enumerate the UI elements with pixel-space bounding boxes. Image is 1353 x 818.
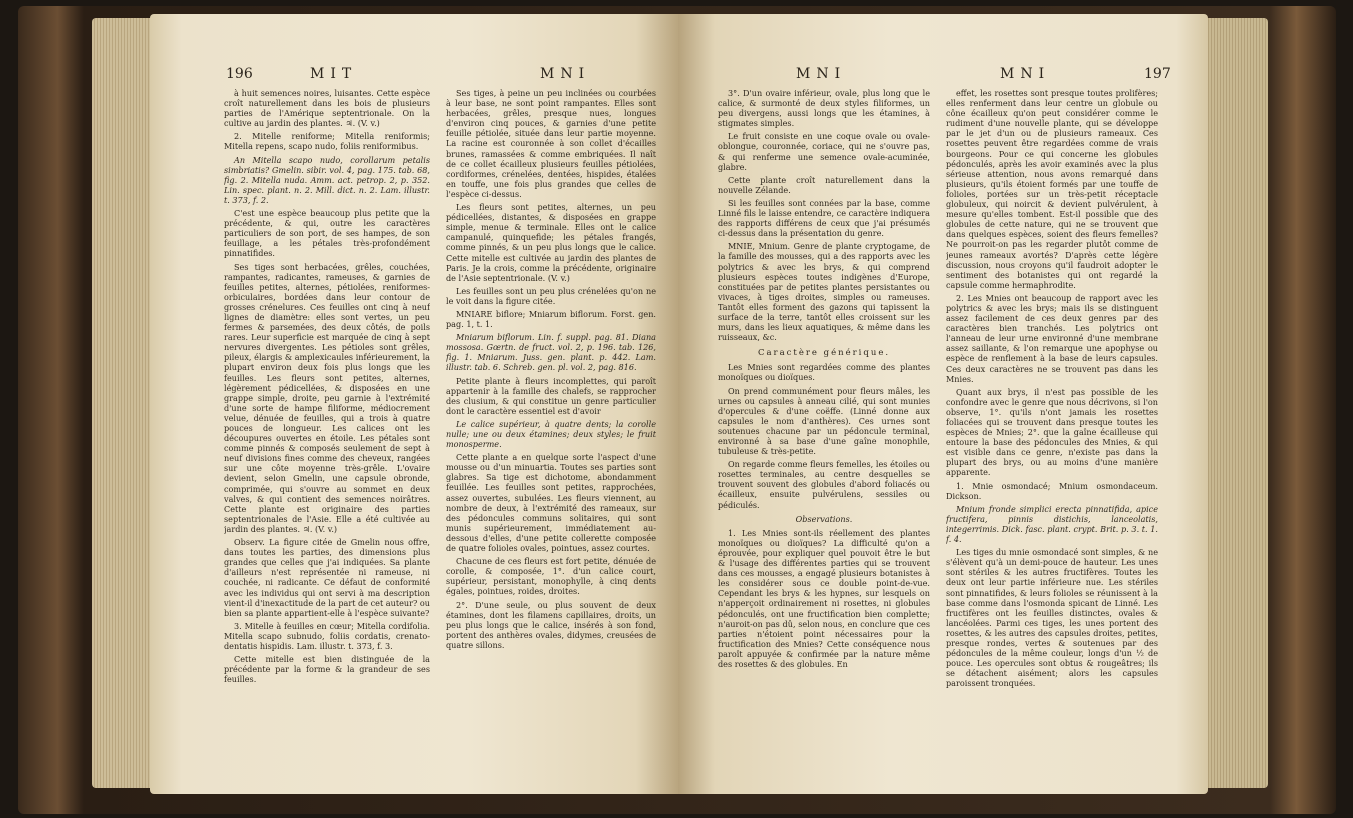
paragraph: Le calice supérieur, à quatre dents; la corolle nulle; une ou deux étamines; deux styles; le fruit monosperme. (446, 418, 656, 450)
right-page-edges (1206, 18, 1268, 788)
section-heading: Caractère générique. (757, 348, 891, 359)
paragraph: An Mitella scapo nudo, corollarum petalis simbriatis? Gmelin. sibir. vol. 4, pag. 175. tab. 68, fig. 2. Mitella nuda. Amm. act. petrop. 2, p. 352. Lin. spec. plant. n. 2. Mill. dict. n. 2. Lam. illustr. t. 373, f. 2. (224, 154, 430, 205)
paragraph: 3°. D'un ovaire inférieur, ovale, plus long que le calice, & surmonté de deux styles filiformes, un peu divergens, aussi longs que les étamines, à stigmates simples. (718, 88, 930, 129)
paragraph: Quant aux brys, il n'est pas possible de les confondre avec le genre que nous décrivons, si l'on observe, 1°. qu'ils n'ont jamais les rosettes foliacées qui se trouvent dans presque toutes les espèces de Mnies; 2°. que la gaîne écailleuse qui entoure la base des pédoncules des Mnies, & qui est visible dans ce genre, n'existe pas dans la plupart des brys, ou au moins d'une manière apparente. (946, 386, 1158, 478)
paragraph: Le fruit consiste en une coque ovale ou ovale-oblongue, couronnée, coriace, qui ne s'ouvre pas, & qui renferme une semence ovale-acuminée, glabre. (718, 131, 930, 172)
paragraph: Ses tiges sont herbacées, grêles, couchées, rampantes, radicantes, rameuses, & garnies de feuilles petites, alternes, pétiolées, reniformes-orbiculaires, bordées dans leur contour de grosses crénelures. Ces feuilles ont cinq à neuf lignes de diamètre: elles sont vertes, un peu fermes & parsemées, des deux côtés, de poils rares. Leur superficie est marquée de cinq à sept nervures divergentes. Les pétioles sont grêles, pileux, élargis & amplexicaules inférieurement, la plupart environ deux fois plus longs que les feuilles. Les fleurs sont petites, alternes, légèrement pédicellées, & disposées en une grappe simple, droite, peu garnie à l'extrémité d'une sorte de hampe filiforme, médiocrement velue, dénuée de feuilles, qui a trois à quatre pouces de longueur. Les calices ont les découpures ouvertes en étoile. Les pétales sont comme pinnés & composés seulement de sept à neuf divisions fines comme des cheveux, rangées sur une côte moyenne très-grêle. L'ovaire devient, selon Gmelin, une capsule obronde, comprimée, qui s'ouvre au sommet en deux valves, & qui contient des semences noirâtres. Cette plante est originaire des parties septentrionales de l'Asie. Elle a été cultivée au jardin des plantes. ♃. (V. v.) (224, 261, 430, 534)
right-page-number: 197 (1144, 66, 1171, 82)
left-page (150, 14, 678, 794)
right-page (678, 14, 1208, 794)
paragraph: Ses tiges, à peine un peu inclinées ou courbées à leur base, ne sont point rampantes. Elles sont herbacées, grêles, presque nues, longues d'environ cinq pouces, & garnies d'une petite feuille pétiolée, située dans leur partie moyenne. La racine est couronnée à son collet d'écailles brunes, ramassées & comme embriquées. Il naît de ce collet écailleux plusieurs feuilles pétiolées, cordiformes, crénelées, dentées, hispides, étalées en touffe, une fois plus grandes que celles de l'espèce ci-dessus. (446, 88, 656, 199)
right-header-right: MNI (1000, 66, 1051, 82)
left-header-left: MIT (310, 66, 358, 82)
paragraph: Cette plante a en quelque sorte l'aspect d'une mousse ou d'un minuartia. Toutes ses parties sont glabres. Sa tige est dichotome, abondamment feuillée. Les feuilles sont petites, rapprochées, assez ouvertes, subulées. Les fleurs viennent, au nombre de deux, à l'extrémité des rameaux, sur des pédoncules communs solitaires, qui sont munis supérieurement, immédiatement au-dessous d'elles, d'une petite collerette composée de quatre folioles ovales, pointues, assez courtes. (446, 452, 656, 554)
paragraph: Si les feuilles sont connées par la base, comme Linné fils le laisse entendre, ce caractère indiquera des rapports différens de ceux que j'ai présumés ci-dessus dans la présentation du genre. (718, 197, 930, 239)
left-header-right: MNI (540, 66, 591, 82)
paragraph: Chacune de ces fleurs est fort petite, dénuée de corolle, & composée, 1°. d'un calice court, supérieur, persistant, monophylle, à cinq dents égales, pointues, roides, droites. (446, 556, 656, 597)
paragraph: Petite plante à fleurs incomplettes, qui paroît appartenir à la famille des chalefs, se rapprocher des clusium, & qui constitue un genre particulier dont le caractère essentiel est d'avoir (446, 375, 656, 416)
paragraph: On prend communément pour fleurs mâles, les urnes ou capsules à anneau cilié, qui sont munies d'opercules & d'une coëffe. (Linné donne aux capsules le nom d'anthères). Ces urnes sont soutenues chacune par un pédoncule terminal, environné à sa base d'une gaîne monophile, tubuleuse & très-petite. (718, 385, 930, 457)
right-column-1 (718, 88, 930, 782)
paragraph: Les Mnies sont regardées comme des plantes monoïques ou dioïques. (718, 362, 930, 383)
paragraph: Cette plante croît naturellement dans la nouvelle Zélande. (718, 174, 930, 195)
paragraph: C'est une espèce beaucoup plus petite que la précédente, & qui, outre les caractères particuliers de son port, de ses hampes, de son feuillage, a les pétales très-profondément pinnatifides. (224, 208, 430, 259)
paragraph: Les feuilles sont un peu plus crénelées qu'on ne le voit dans la figure citée. (446, 285, 656, 306)
paragraph: Les tiges du mnie osmondacé sont simples, & ne s'élèvent qu'à un demi-pouce de hauteur. Les unes sont stériles & les autres fructifères. Toutes les deux ont leur partie inférieure nue. Les stériles sont pinnatifides, & leurs folioles se réunissent à la base comme dans l'osmonda spicant de Linné. Les fructifères ont les feuilles distinctes, ovales & lancéolées. Parmi ces tiges, les unes portent des rosettes, & les autres des capsules droites, petites, presque rondes, vertes & soutenues par des pédoncules de la même couleur, longs d'un ½ de pouce. Les opercules sont obtus & rougeâtres; ils se détachent aisément; alors les capsules paroissent tronquées. (946, 547, 1158, 689)
paragraph: 1. Mnie osmondacé; Mnium osmondaceum. Dickson. (946, 480, 1158, 501)
paragraph: 3. Mitelle à feuilles en cœur; Mitella cordifolia. Mitella scapo subnudo, foliis cordatis, crenato-dentatis hispidis. Lam. illustr. t. 373, f. 3. (224, 620, 430, 651)
left-page-number: 196 (226, 66, 253, 82)
paragraph: Mnium fronde simplici erecta pinnatifida, apice fructifera, pinnis distichis, lanceolatis, integerrimis. Dick. fasc. plant. crypt. Brit. p. 3. t. 1. f. 4. (946, 503, 1158, 545)
paragraph: 2. Mitelle reniforme; Mitella reniformis; Mitella repens, scapo nudo, foliis reniformibus. (224, 131, 430, 152)
paragraph: MNIARE biflore; Mniarum biflorum. Forst. gen. pag. 1, t. 1. (446, 308, 656, 330)
paragraph: MNIE, Mnium. Genre de plante cryptogame, de la famille des mousses, qui a des rapports avec les polytrics & avec les brys, & qui comprend plusieurs espèces toutes indigènes d'Europe, constituées par de petites plantes persistantes ou vivaces, à tiges droites, simples ou rameuses. Tantôt elles forment des gazons qui tapissent la surface de la terre, tantôt elles croissent sur les murs, dans les lieux aquatiques, & même dans les ruisseaux, &c. (718, 241, 930, 343)
paragraph: Observ. La figure citée de Gmelin nous offre, dans toutes les parties, des dimensions plus grandes que celles que j'ai indiquées. Sa plante d'ailleurs n'est représentée ni rameuse, ni couchée, ni radicante. Ce défaut de conformité avec les individus qui ont servi à ma description vient-il d'inexactitude de la part de cet auteur? ou bien sa plante appartient-elle à l'espèce suivante? (224, 537, 430, 618)
paragraph: 1. Les Mnies sont-ils réellement des plantes monoïques ou dioïques? La difficulté qu'on a éprouvée, pour expliquer quel pouvoit être le but & l'usage des différentes parties qui se trouvent dans ces mousses, a engagé plusieurs botanistes à les considérer sous ce double point-de-vue. Cependant les brys & les hypnes, sur lesquels on n'apperçoit ordinairement ni rosettes, ni globules pédonculés, ont une fructification bien complette; n'auroit-on pas dû, selon nous, en conclure que ces parties n'étoient point nécessaires pour la fructification des Mnies? Cette conséquence nous paroît appuyée & confirmée par la nature même des rosettes & des globules. En (718, 527, 930, 669)
right-header-left: MNI (796, 66, 847, 82)
left-page-edges (92, 18, 152, 788)
left-column-1 (224, 88, 430, 782)
paragraph: Mniarum biflorum. Lin. f. suppl. pag. 81. Diana mossosa. Gœrtn. de fruct. vol. 2, p. 196. tab. 126, fig. 1. Mniarum. Juss. gen. plant. p. 442. Lam. illustr. tab. 6. Schreb. gen. pl. vol. 2, pag. 816. (446, 332, 656, 373)
paragraph: à huit semences noires, luisantes. Cette espèce croît naturellement dans les bois de plusieurs parties de l'Amérique septentrionale. On la cultive au jardin des plantes. ♃. (V. v.) (224, 88, 430, 129)
left-column-2 (446, 88, 656, 782)
right-column-2 (946, 88, 1158, 782)
paragraph: Cette mitelle est bien distinguée de la précédente par la forme & la grandeur de ses feuilles. (224, 654, 430, 685)
subsection-heading: Observations. (795, 513, 853, 524)
paragraph: Les fleurs sont petites, alternes, un peu pédicellées, distantes, & disposées en grappe simple, menue & terminale. Elles ont le calice campanulé, quinquefide; les pétales frangés, comme pinnés, & un peu plus longs que le calice. Cette mitelle est cultivée au jardin des plantes de Paris. Je la crois, comme la précédente, originaire de l'Asie septentrionale. (V. v.) (446, 202, 656, 283)
paragraph: 2. Les Mnies ont beaucoup de rapport avec les polytrics & avec les brys; mais ils se distinguent assez facilement de ces deux genres par des caractères bien tranchés. Les polytrics ont l'anneau de leur urne environné d'une membrane assez saillante, & l'on remarque une apophyse ou espèce de renflement à la base de leurs capsules. Ces deux caractères ne se trouvent pas dans les Mnies. (946, 292, 1158, 384)
paragraph: On regarde comme fleurs femelles, les étoiles ou rosettes terminales, au centre desquelles se trouvent souvent des globules d'abord foliacés ou écailleux, ensuite pulvérulens, sessiles ou pédiculés. (718, 459, 930, 510)
paragraph: 2°. D'une seule, ou plus souvent de deux étamines, dont les filamens capillaires, droits, un peu plus longs que le calice, insérés à son fond, portent des anthères ovales, didymes, creusées de quatre sillons. (446, 599, 656, 650)
paragraph: effet, les rosettes sont presque toutes prolifères; elles renferment dans leur centre un globule ou cône écailleux qu'on peut considérer comme le rudiment d'une nouvelle plante, qui se développe par le jet d'un ou de plusieurs rameaux. Ces rosettes peuvent être regardées comme de vrais bourgeons. Pour ce qui concerne les globules pédonculés, après les avoir examinés avec la plus sérieuse attention, nous avons remarqué dans plusieurs, qu'ils étoient formés par une touffe de folioles, portées sur un très-petit réceptacle globuleux, qui noircit & devient pulvérulent, à mesure qu'elles tombent. Est-il possible que des globules de cette nature, qui ne se trouvent que dans quelques espèces, soient des fleurs femelles? Ne pourroit-on pas les regarder plutôt comme de jeunes rameaux avortés? D'après cette légère discussion, nous croyons qu'il faudroit adopter le sentiment des botanistes qui ont regardé la capsule comme hermaphrodite. (946, 88, 1158, 290)
